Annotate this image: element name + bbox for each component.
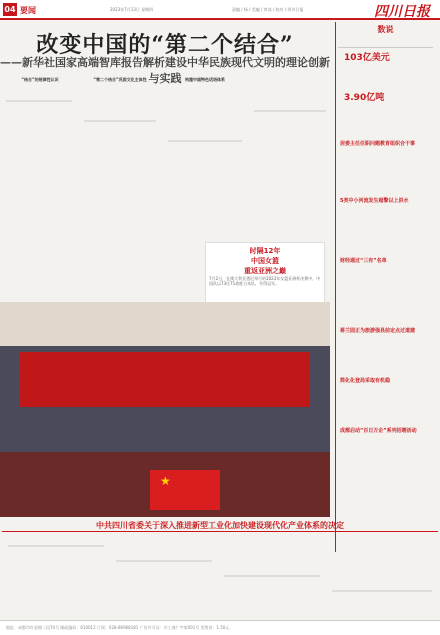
page-number: 04: [4, 5, 16, 14]
section-label: 要闻: [20, 6, 36, 15]
bottom-column-1: [4, 535, 108, 615]
sidebar-item-6: 成都启动“百日万企”系列招聘活动: [340, 428, 417, 434]
divider: [2, 531, 438, 532]
sidebar-box-title: 数说: [377, 25, 394, 34]
column-subhead: 构建中国特色话语体系: [185, 77, 225, 82]
stat-2: 3.90亿吨: [344, 93, 385, 103]
sidebar-item-2: 5类中小河流发生超警以上洪水: [340, 198, 409, 204]
inset-title: 时隔12年: [249, 247, 281, 255]
sidebar-column: [335, 22, 435, 552]
text-line: [84, 120, 156, 122]
team-photo: [0, 302, 330, 517]
bottom-headline: 中共四川省委关于深入推进新型工业化加快建设现代化产业体系的决定: [96, 520, 344, 530]
bottom-column-2: [112, 535, 216, 615]
text-line: [8, 545, 104, 547]
text-line: [224, 575, 320, 577]
bottom-column-4: [328, 535, 436, 615]
text-line: [254, 110, 326, 112]
column-subhead: “结合”的规律性认识: [21, 77, 59, 82]
star-icon: ★: [160, 474, 171, 488]
sidebar-item-1: 居委主任任职问题教育组织合干事: [340, 141, 416, 147]
headline: 改变中国的“第二个结合”: [36, 32, 294, 58]
inset-body: 7月2日，在澳大利亚悉尼举行的2023年女篮亚洲杯决赛中，中国队以73比71战胜日本队，夺得冠军。: [209, 276, 321, 286]
text-line: [6, 100, 72, 102]
photo-background: [0, 302, 330, 346]
inset-title-3: 重返亚洲之巅: [244, 267, 286, 275]
inset-news-box: [205, 242, 325, 304]
sidebar-header: [338, 24, 433, 48]
article-column-4: [250, 74, 330, 239]
editor-info: 责编 / 杨 / 美编 / 审读 / 校对 / 四川日报: [232, 7, 304, 12]
stat-1: 103亿美元: [344, 53, 390, 63]
page-header: [0, 0, 440, 20]
newspaper-logo: 四川日报: [374, 4, 430, 20]
issue-date: 2023年7月13日 星期四: [110, 7, 154, 12]
team-players: [20, 352, 310, 407]
text-line: [168, 140, 242, 142]
sidebar-item-3: 财经通过“三有”名单: [340, 258, 387, 264]
sidebar-item-5: 简化化登局采取有机稳: [340, 378, 391, 384]
article-column-2: [80, 74, 160, 299]
page-footer: 地址：成都市红星路二段70号 邮政编码：610012 订阅：028-86968181 广告许可证：川工商广字第001号 零售价：1.50元: [0, 620, 440, 635]
text-line: [332, 590, 432, 592]
text-line: [116, 560, 212, 562]
sidebar-item-4: 蒋兰园正为旅游强县前定点过道建: [340, 328, 416, 334]
subheadline: ——新华社国家高端智库报告解析建设中华民族现代文明的理论创新与实践: [0, 56, 330, 85]
column-subhead: “第二个结合”巩固文化主体性: [93, 77, 147, 82]
inset-title-2: 中国女篮: [251, 257, 279, 265]
